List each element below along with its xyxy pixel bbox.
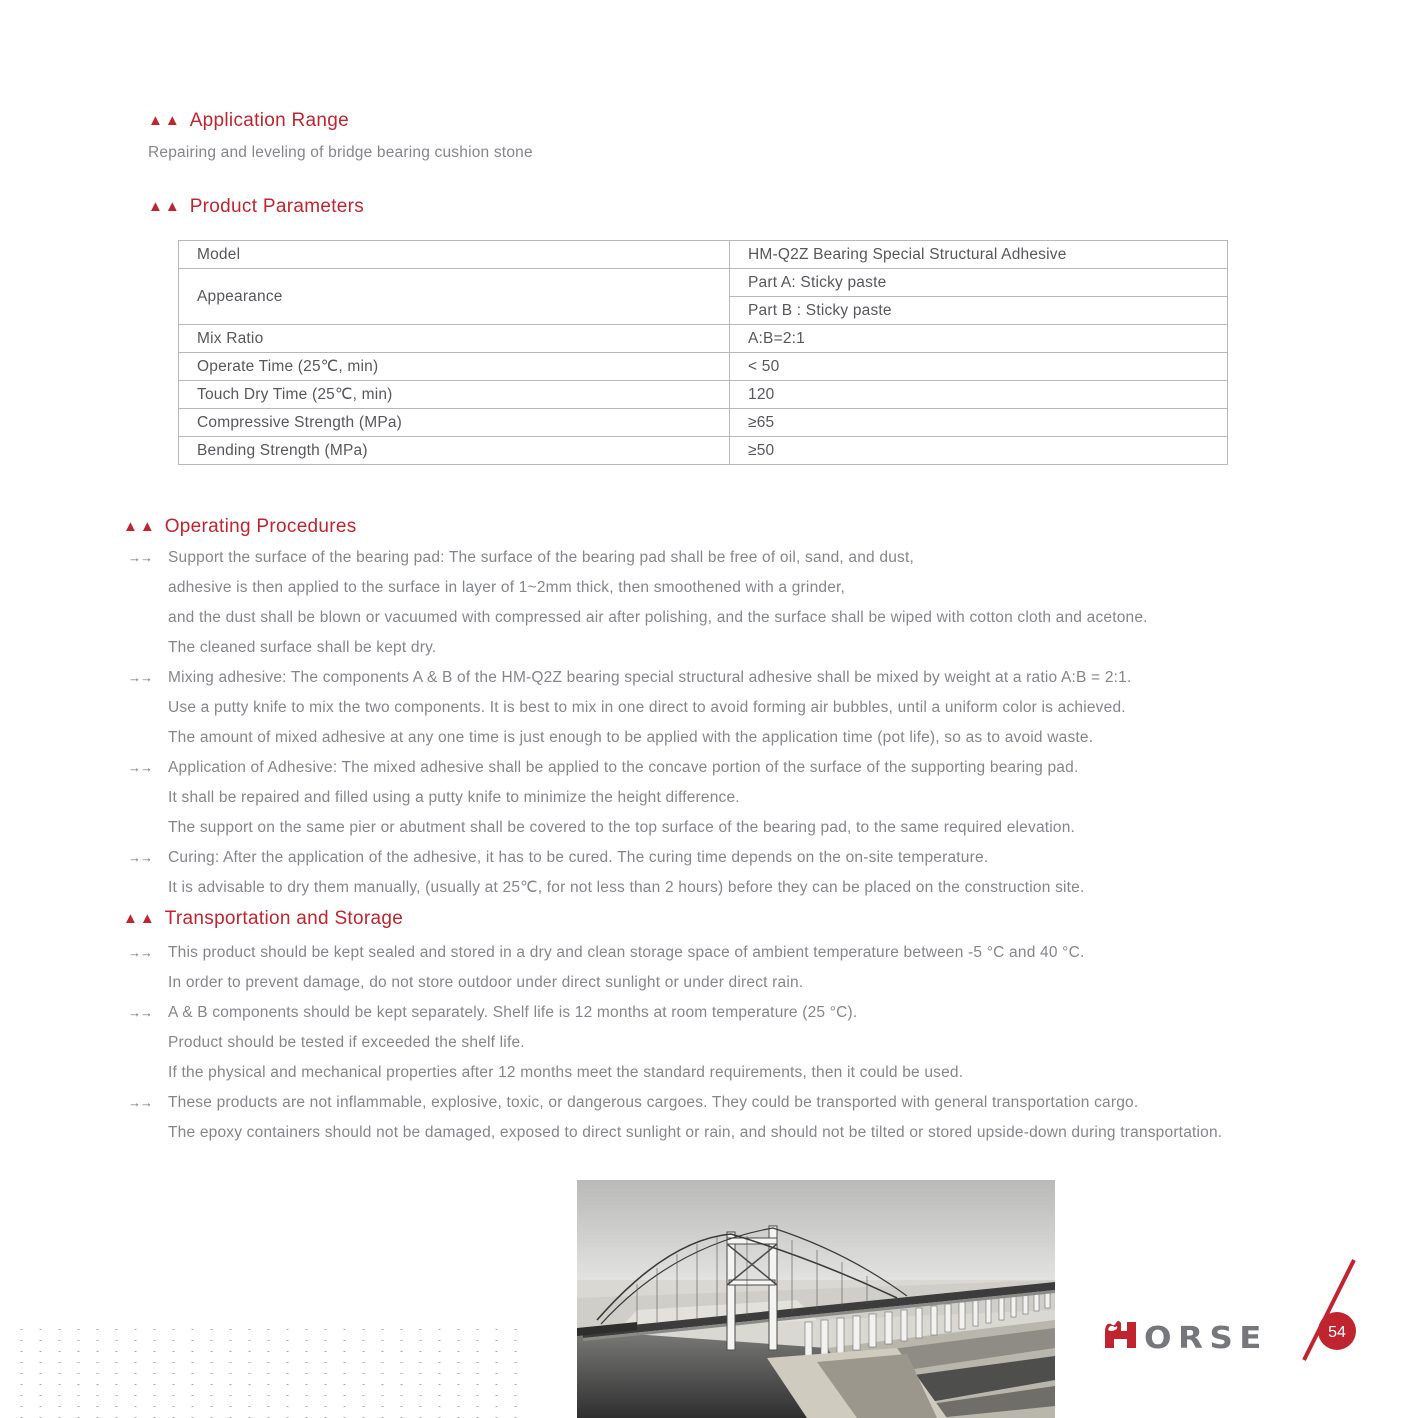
param-label: Appearance [179,269,730,325]
section-title-application-range [148,110,349,132]
double-triangle-icon: ▲▲ [123,518,157,535]
procedure-line-text: It shall be repaired and filled using a putty knife to minimize the height difference. [168,789,740,806]
horse-logo-text: ORSE [1144,1321,1268,1356]
procedure-line [128,1118,1378,1148]
procedure-line [128,603,1378,633]
procedure-line-text: These products are not inflammable, explosive, toxic, or dangerous cargoes. They could be transported with general transportation cargo. [168,1094,1139,1111]
procedure-line [128,813,1378,843]
arrow-bullet-icon: →→ [128,850,152,865]
horse-logo [1103,1314,1318,1360]
page-number: 54 [1328,1324,1346,1341]
table-row [179,353,1228,381]
param-value: ≥50 [730,437,1228,465]
procedure-line-text: The epoxy containers should not be damaged, exposed to direct sunlight or rain, and should not be tilted or stored upside-down during transportation. [168,1124,1223,1141]
double-triangle-icon: ▲▲ [123,910,157,927]
procedure-line [128,1028,1378,1058]
table-row [179,381,1228,409]
arrow-bullet-icon: →→ [128,945,152,960]
transportation-storage-list [128,938,1378,1148]
procedure-line-text: This product should be kept sealed and stored in a dry and clean storage space of ambient temperature between -5 °C and 40 °C. [168,944,1085,961]
procedure-line [128,968,1378,998]
operating-procedures-list [128,543,1378,903]
application-range-body: Repairing and leveling of bridge bearing cushion stone [148,144,533,161]
section-title-text: Transportation and Storage [164,908,404,929]
procedure-line-text: Support the surface of the bearing pad: The surface of the bearing pad shall be free of oil, sand, and dust, [168,549,914,566]
dot-grid-decoration [8,1320,520,1418]
procedure-line [128,938,1378,968]
horse-logo-h-icon [1105,1321,1136,1348]
procedure-line-text: and the dust shall be blown or vacuumed with compressed air after polishing, and the surface shall be wiped with cotton cloth and acetone. [168,609,1148,626]
procedure-line [128,873,1378,903]
procedure-line [128,663,1378,693]
section-title-text: Product Parameters [189,196,365,217]
procedure-line [128,1058,1378,1088]
param-value: ≥65 [730,409,1228,437]
param-label: Touch Dry Time (25℃, min) [179,381,730,409]
table-row [179,409,1228,437]
procedure-line-text: It is advisable to dry them manually, (usually at 25℃, for not less than 2 hours) before they can be placed on the construction site. [168,879,1085,896]
procedure-line [128,633,1378,663]
procedure-line [128,1088,1378,1118]
procedure-line-text: The cleaned surface shall be kept dry. [168,639,437,656]
procedure-line-text: A & B components should be kept separately. Shelf life is 12 months at room temperature (25 °C). [168,1004,858,1021]
table-row [179,437,1228,465]
product-parameters-table [178,240,1228,465]
procedure-line [128,998,1378,1028]
procedure-line-text: The amount of mixed adhesive at any one time is just enough to be applied with the application time (pot life), so as to avoid waste. [168,729,1094,746]
procedure-line-text: adhesive is then applied to the surface in layer of 1~2mm thick, then smoothened with a grinder, [168,579,846,596]
table-row [179,269,1228,297]
procedure-line-text: Application of Adhesive: The mixed adhesive shall be applied to the concave portion of the surface of the supporting bearing pad. [168,759,1079,776]
procedure-line-text: If the physical and mechanical properties after 12 months meet the standard requirements, then it could be used. [168,1064,964,1081]
procedure-line-text: Mixing adhesive: The components A & B of the HM-Q2Z bearing special structural adhesive shall be mixed by weight at a ratio A:B = 2:1. [168,669,1132,686]
procedure-line [128,783,1378,813]
procedure-line-text: Use a putty knife to mix the two components. It is best to mix in one direct to avoid forming air bubbles, until a uniform color is achieved. [168,699,1126,716]
procedure-line-text: Product should be tested if exceeded the shelf life. [168,1034,525,1051]
arrow-bullet-icon: →→ [128,1095,152,1110]
table-row [179,241,1228,269]
procedure-line [128,573,1378,603]
param-value: Part A: Sticky paste [730,269,1228,297]
section-title-operating-procedures [123,516,357,538]
procedure-line-text: In order to prevent damage, do not store outdoor under direct sunlight or under direct rain. [168,974,804,991]
param-label: Operate Time (25℃, min) [179,353,730,381]
section-title-text: Operating Procedures [164,516,357,537]
procedure-line [128,693,1378,723]
param-value: Part B : Sticky paste [730,297,1228,325]
param-value: HM-Q2Z Bearing Special Structural Adhesive [730,241,1228,269]
param-label: Mix Ratio [179,325,730,353]
procedure-line-text: Curing: After the application of the adhesive, it has to be cured. The curing time depends on the on-site temperature. [168,849,989,866]
table-row [179,325,1228,353]
arrow-bullet-icon: →→ [128,670,152,685]
arrow-bullet-icon: →→ [128,1005,152,1020]
param-label: Compressive Strength (MPa) [179,409,730,437]
param-label: Model [179,241,730,269]
section-title-text: Application Range [189,110,350,131]
param-value: 120 [730,381,1228,409]
param-value: A:B=2:1 [730,325,1228,353]
section-title-product-parameters [148,196,364,218]
double-triangle-icon: ▲▲ [148,112,182,129]
procedure-line-text: The support on the same pier or abutment shall be covered to the top surface of the bearing pad, to the same required elevation. [168,819,1076,836]
procedure-line [128,753,1378,783]
param-label: Bending Strength (MPa) [179,437,730,465]
bridge-photo [577,1180,1055,1418]
arrow-bullet-icon: →→ [128,760,152,775]
arrow-bullet-icon: →→ [128,550,152,565]
page-number-badge [1288,1252,1372,1374]
double-triangle-icon: ▲▲ [148,198,182,215]
section-title-transportation-storage [123,908,403,930]
procedure-line [128,723,1378,753]
procedure-line [128,843,1378,873]
param-value: < 50 [730,353,1228,381]
procedure-line [128,543,1378,573]
